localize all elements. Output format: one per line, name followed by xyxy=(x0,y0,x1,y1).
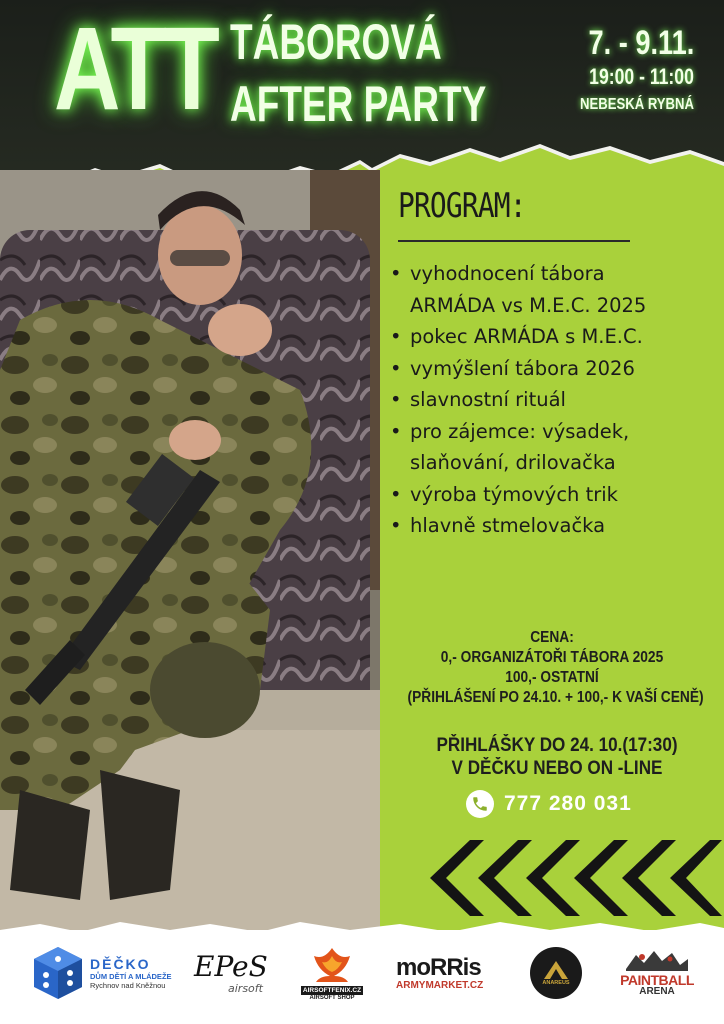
event-time: 19:00 - 11:00 xyxy=(589,64,694,89)
logo-paintball-arena xyxy=(610,938,704,1008)
bullet: • xyxy=(390,419,402,443)
epes-sub: airsoft xyxy=(228,981,263,995)
logo-epes xyxy=(194,938,274,1008)
logo-airsoftfenix xyxy=(300,938,364,1008)
decko-name: DĚČKO xyxy=(90,956,151,972)
list-item: ARMÁDA vs M.E.C. 2025 xyxy=(410,293,647,317)
paintball-name: PAINTBALL xyxy=(620,972,694,988)
logo-anareus xyxy=(528,938,584,1008)
decko-line1: DŮM DĚTÍ A MLÁDEŽE xyxy=(90,972,172,981)
phoenix-icon xyxy=(310,946,354,986)
bullet: • xyxy=(390,514,402,537)
anareus-emblem-icon xyxy=(543,960,569,980)
bullet: • xyxy=(390,325,402,348)
title-line-2: AFTER PARTY xyxy=(230,76,487,132)
bullet: • xyxy=(390,356,402,380)
list-item: slaňování, drilovačka xyxy=(410,451,616,474)
airsoftfenix-sub: AIRSOFT SHOP xyxy=(309,994,355,1001)
logo-morris xyxy=(396,938,492,1008)
event-date: 7. - 9.11. xyxy=(588,24,694,62)
morris-name: moRRis xyxy=(396,953,481,981)
price-line: (PŘIHLÁŠENÍ PO 24.10. + 100,- K VAŠÍ CENĚ) xyxy=(407,689,704,706)
program-heading: PROGRAM: xyxy=(398,186,526,226)
price-line: 0,- ORGANIZÁTOŘI TÁBORA 2025 xyxy=(440,649,664,666)
phone-icon xyxy=(466,790,494,818)
airsoftfenix-name: AIRSOFTFENIX.CZ xyxy=(302,986,362,994)
list-item: • vyhodnocení tábora xyxy=(388,258,718,290)
epes-name: EPeS xyxy=(194,949,268,983)
bullet: • xyxy=(390,388,402,411)
decko-line2: Rychnov nad Kněžnou xyxy=(90,981,166,990)
registration-block xyxy=(392,734,722,780)
list-item: • výroba týmových trik xyxy=(388,479,718,511)
paintball-sub: ARENA xyxy=(639,986,675,997)
registration-line: PŘIHLÁŠKY DO 24. 10.(17:30) xyxy=(436,735,678,756)
price-line: 100,- OSTATNÍ xyxy=(505,669,599,686)
att-logo-text: ATT xyxy=(54,3,217,135)
anareus-name: ANAREUS xyxy=(542,980,570,986)
price-block xyxy=(384,628,720,708)
chevron-arrows-icon xyxy=(422,838,722,918)
divider xyxy=(398,240,630,242)
phone-number: 777 280 031 xyxy=(504,792,632,815)
title-line-1: TÁBOROVÁ xyxy=(230,14,442,70)
paintball-splash-icon xyxy=(622,949,692,973)
list-item: • pro zájemce: výsadek, xyxy=(388,416,718,448)
morris-sub: ARMYMARKET.CZ xyxy=(396,979,484,991)
list-item: • vymýšlení tábora 2026 xyxy=(388,353,718,385)
cube-icon xyxy=(32,945,84,1001)
logo-decko xyxy=(32,938,172,1008)
registration-line: V DĚČKU NEBO ON -LINE xyxy=(451,758,663,779)
price-label: CENA: xyxy=(530,629,574,646)
bullet: • xyxy=(390,482,402,506)
program-list xyxy=(388,258,718,542)
phone-contact[interactable] xyxy=(466,788,632,820)
list-item: • hlavně stmelovačka xyxy=(388,510,718,542)
list-item: • pokec ARMÁDA s M.E.C. xyxy=(388,321,718,353)
event-place: NEBESKÁ RYBNÁ xyxy=(580,96,694,113)
list-item: • slavnostní rituál xyxy=(388,384,718,416)
soldier-photo xyxy=(0,170,380,930)
bullet: • xyxy=(390,262,402,285)
